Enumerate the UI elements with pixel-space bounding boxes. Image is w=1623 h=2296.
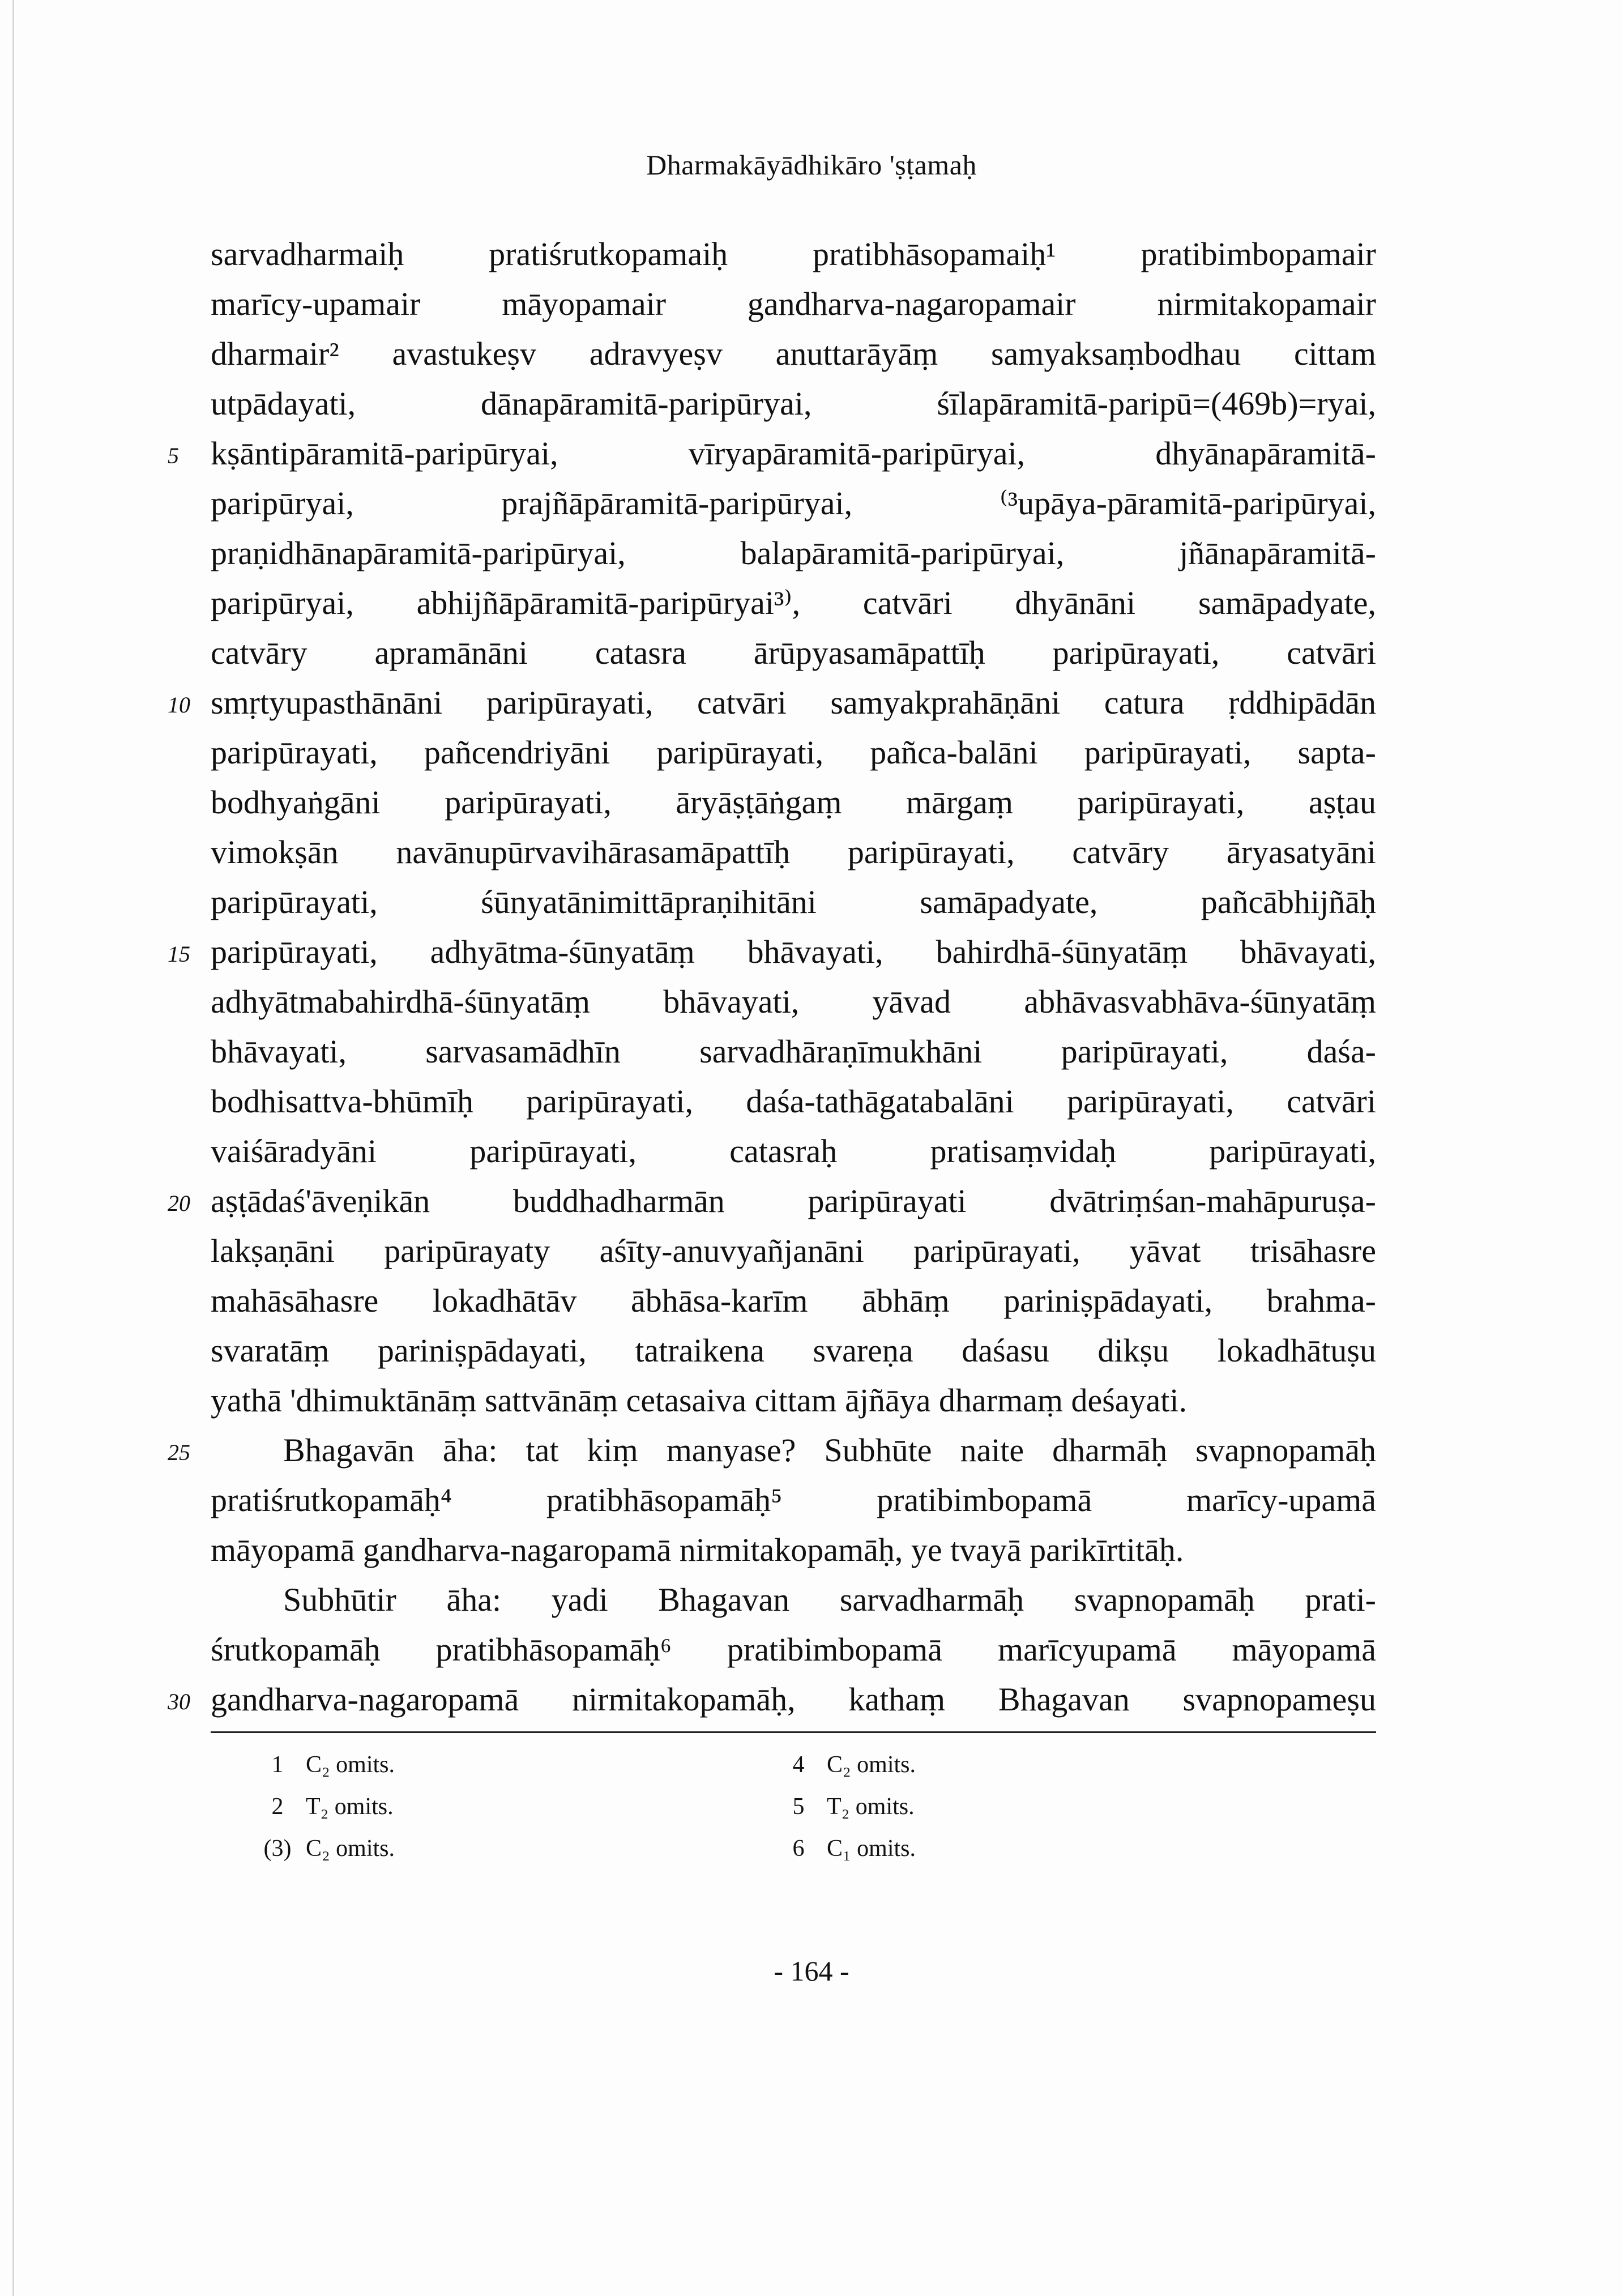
- line-text: catvāry apramānāni catasra ārūpyasamāpattīḥ paripūrayati, catvāri: [211, 634, 1376, 671]
- line-text: bodhisattva-bhūmīḥ paripūrayati, daśa-tathāgatabalāni paripūrayati, catvāri: [211, 1083, 1376, 1120]
- footnote-number: 2: [271, 1794, 284, 1820]
- line-text: utpādayati, dānapāramitā-paripūryai, śīlapāramitā-paripū=(469b)=ryai,: [211, 385, 1376, 422]
- text-line: [211, 229, 1376, 279]
- footnote: [770, 1828, 1223, 1870]
- scan-edge: [12, 0, 14, 2296]
- text-line: [168, 1426, 1376, 1475]
- text-line: [211, 1475, 1376, 1525]
- footnote-rule: [211, 1731, 1376, 1733]
- line-text: Subhūtir āha: yadi Bhagavan sarvadharmāḥ svapnopamāḥ prati-: [283, 1581, 1376, 1618]
- footnote: [770, 1744, 1223, 1786]
- line-text: vimokṣān navānupūrvavihārasamāpattīḥ paripūrayati, catvāry āryasatyāni: [211, 834, 1376, 870]
- line-text: bhāvayati, sarvasamādhīn sarvadhāraṇīmukhāni paripūrayati, daśa-: [211, 1033, 1376, 1070]
- text-line: [211, 628, 1376, 678]
- line-text: lakṣaṇāni paripūrayaty aśīty-anuvyañjanāni paripūrayati, yāvat trisāhasre: [211, 1232, 1376, 1269]
- footnote-text: T₂ omits.: [306, 1794, 394, 1820]
- line-text: paripūrayati, pañcendriyāni paripūrayati, pañca-balāni paripūrayati, sapta-: [211, 734, 1376, 771]
- text-line: [211, 1126, 1376, 1176]
- line-text: sarvadharmaiḥ pratiśrutkopamaiḥ pratibhāsopamaiḥ¹ pratibimbopamair: [211, 236, 1376, 272]
- text-line: [168, 927, 1376, 977]
- text-line: [211, 1326, 1376, 1376]
- body-text: [168, 229, 1376, 1725]
- line-text: māyopamā gandharva-nagaropamā nirmitakopamāḥ, ye tvayā parikīrtitāḥ.: [211, 1531, 1184, 1568]
- text-line: [211, 877, 1376, 927]
- text-line: [211, 578, 1376, 628]
- text-line: [211, 528, 1376, 578]
- footnote: [249, 1744, 702, 1786]
- line-number: 10: [168, 692, 190, 718]
- text-line: [211, 1226, 1376, 1276]
- line-text: paripūryai, abhijñāpāramitā-paripūryai³⁾, catvāri dhyānāni samāpadyate,: [211, 584, 1376, 621]
- line-text: bodhyaṅgāni paripūrayati, āryāṣṭāṅgaṃ mārgaṃ paripūrayati, aṣṭau: [211, 784, 1376, 821]
- line-text: kṣāntipāramitā-paripūryai, vīryapāramitā-paripūryai, dhyānapāramitā-: [211, 435, 1376, 472]
- footnotes-right-column: [770, 1744, 1223, 1870]
- line-number: 15: [168, 941, 190, 967]
- text-line: [211, 279, 1376, 329]
- line-number: 5: [168, 443, 179, 468]
- line-text: dharmair² avastukeṣv adravyeṣv anuttarāyāṃ samyaksaṃbodhau cittam: [211, 335, 1376, 372]
- line-number: 30: [168, 1689, 190, 1714]
- line-text: śrutkopamāḥ pratibhāsopamāḥ⁶ pratibimbopamā marīcyupamā māyopamā: [211, 1631, 1376, 1668]
- text-line: [211, 1525, 1376, 1575]
- line-text: marīcy-upamair māyopamair gandharva-nagaropamair nirmitakopamair: [211, 285, 1376, 322]
- text-line: [211, 379, 1376, 429]
- footnote-text: T₂ omits.: [827, 1794, 915, 1820]
- line-text: Bhagavān āha: tat kiṃ manyase? Subhūte naite dharmāḥ svapnopamāḥ: [283, 1432, 1376, 1469]
- text-line: [211, 1027, 1376, 1077]
- footnote-number: 5: [792, 1794, 805, 1820]
- line-number: 20: [168, 1190, 190, 1216]
- line-text: aṣṭādaś'āveṇikān buddhadharmān paripūrayati dvātriṃśan-mahāpuruṣa-: [211, 1183, 1376, 1219]
- running-head: Dharmakāyādhikāro 'ṣṭamaḥ: [646, 149, 977, 181]
- footnote-number: 4: [792, 1752, 805, 1778]
- text-line: [211, 329, 1376, 379]
- footnote-number: 1: [271, 1752, 284, 1778]
- footnote: [770, 1786, 1223, 1828]
- text-line: [211, 1276, 1376, 1326]
- line-text: mahāsāhasre lokadhātāv ābhāsa-karīm ābhāṃ pariniṣpādayati, brahma-: [211, 1282, 1376, 1319]
- text-line: [211, 1575, 1376, 1625]
- footnote-text: C₁ omits.: [827, 1836, 916, 1862]
- line-text: paripūryai, prajñāpāramitā-paripūryai, ⁽³upāya-pāramitā-paripūryai,: [211, 485, 1376, 522]
- line-text: smṛtyupasthānāni paripūrayati, catvāri samyakprahāṇāni catura ṛddhipādān: [211, 684, 1376, 721]
- line-text: svaratāṃ pariniṣpādayati, tatraikena svareṇa daśasu dikṣu lokadhātuṣu: [211, 1332, 1376, 1369]
- footnote-number: (3): [263, 1836, 292, 1862]
- line-text: gandharva-nagaropamā nirmitakopamāḥ, kathaṃ Bhagavan svapnopameṣu: [211, 1681, 1376, 1718]
- footnote: [249, 1828, 702, 1870]
- text-line: [211, 1077, 1376, 1126]
- footnote: [249, 1786, 702, 1828]
- text-line: [211, 1625, 1376, 1675]
- text-line: [211, 977, 1376, 1027]
- footnote-text: C₂ omits.: [306, 1752, 395, 1778]
- line-text: praṇidhānapāramitā-paripūryai, balapāramitā-paripūryai, jñānapāramitā-: [211, 535, 1376, 571]
- text-line: [211, 1376, 1376, 1426]
- text-line: [211, 479, 1376, 528]
- line-text: adhyātmabahirdhā-śūnyatāṃ bhāvayati, yāvad abhāvasvabhāva-śūnyatāṃ: [211, 983, 1376, 1020]
- line-text: vaiśāradyāni paripūrayati, catasraḥ pratisaṃvidaḥ paripūrayati,: [211, 1133, 1376, 1170]
- line-text: pratiśrutkopamāḥ⁴ pratibhāsopamāḥ⁵ pratibimbopamā marīcy-upamā: [211, 1482, 1376, 1518]
- page-number: - 164 -: [774, 1955, 849, 1987]
- text-line: [168, 678, 1376, 728]
- text-line: [211, 728, 1376, 778]
- footnote-text: C₂ omits.: [827, 1752, 916, 1778]
- line-text: paripūrayati, śūnyatānimittāpraṇihitāni samāpadyate, pañcābhijñāḥ: [211, 884, 1376, 920]
- text-line: [211, 827, 1376, 877]
- line-text: paripūrayati, adhyātma-śūnyatāṃ bhāvayati, bahirdhā-śūnyatāṃ bhāvayati,: [211, 933, 1376, 970]
- text-line: [168, 1176, 1376, 1226]
- line-number: 25: [168, 1440, 190, 1465]
- text-line: [168, 429, 1376, 479]
- text-line: [211, 778, 1376, 827]
- footnote-number: 6: [792, 1836, 805, 1862]
- text-line: [168, 1675, 1376, 1725]
- footnote-text: C₂ omits.: [306, 1836, 395, 1862]
- footnotes-left-column: [249, 1744, 702, 1870]
- line-text: yathā 'dhimuktānāṃ sattvānāṃ cetasaiva cittam ājñāya dharmaṃ deśayati.: [211, 1382, 1187, 1419]
